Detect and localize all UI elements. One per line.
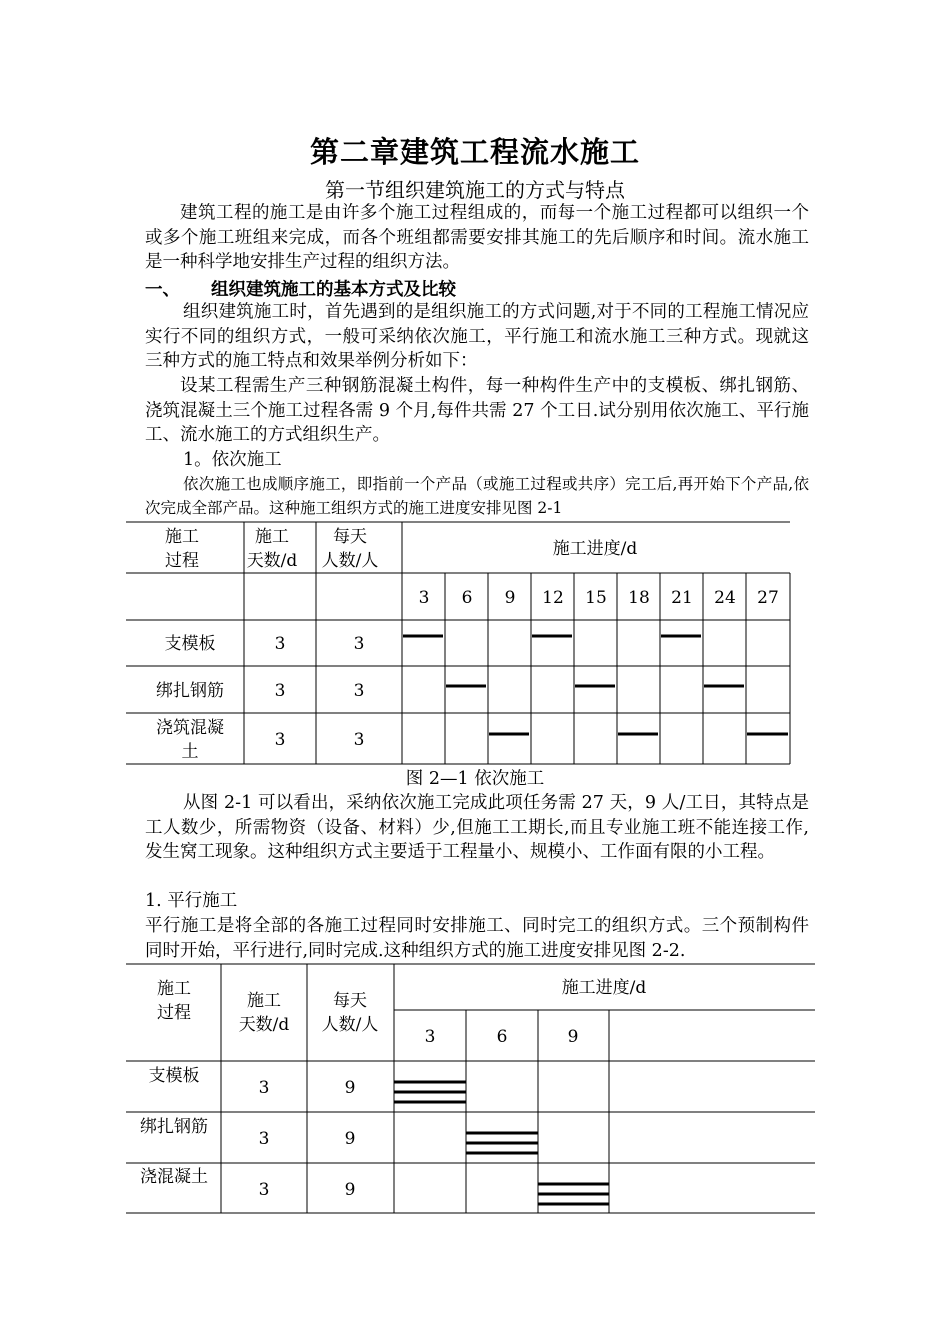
t2-header-process-l2: 过程	[157, 1003, 191, 1023]
section-title: 第一节组织建筑施工的方式与特点	[325, 178, 625, 202]
t1-row-days: 3	[274, 681, 286, 701]
t1-header-workers-l1: 每天	[333, 527, 367, 547]
t2-row-name: 浇混凝土	[140, 1167, 208, 1187]
t2-row-name: 支模板	[148, 1066, 200, 1086]
paragraph-1: 组织建筑施工时，首先遇到的是组织施工的方式问题,对于不同的工程施工情况应实行不同的组织方式，一般可采纳依次施工，平行施工和流水施工三种方式。现就这三种方式的施工特点和效果举例分析如下：	[145, 302, 809, 371]
t2-header-workers-l1: 每天	[333, 991, 367, 1011]
chapter-title: 第二章建筑工程流水施工	[309, 135, 640, 169]
t1-header-progress: 施工进度/d	[552, 539, 638, 559]
t1-header-days-l1: 施工	[255, 527, 289, 547]
t1-tick: 12	[542, 588, 564, 608]
paragraph-2: 设某工程需生产三种钢筋混凝土构件，每一种构件生产中的支模板、绑扎钢筋、浇筑混凝土三个施工过程各需 9 个月,每件共需 27 个工日.试分别用依次施工、平行施工、流水施工的方式组织生产。	[145, 376, 809, 445]
figure-caption-2-1: 图 2—1 依次施工	[405, 769, 545, 789]
t1-row-workers: 3	[353, 634, 365, 654]
paragraph-4: 平行施工是将全部的各施工过程同时安排施工、同时完工的组织方式。三个预制构件同时开始，平行进行,同时完成.这种组织方式的施工进度安排见图 2-2.	[145, 916, 809, 961]
t2-tick: 3	[424, 1027, 436, 1047]
t2-row-days: 3	[258, 1078, 270, 1098]
heading-1-number: 一、	[145, 280, 180, 300]
t2-tick: 9	[567, 1027, 579, 1047]
t2-row-workers: 9	[344, 1078, 356, 1098]
t2-header-days-l2: 天数/d	[238, 1015, 290, 1035]
t2-row-workers: 9	[344, 1129, 356, 1149]
t2-row-days: 3	[258, 1180, 270, 1200]
t1-tick: 18	[628, 588, 650, 608]
paragraph-3: 从图 2-1 可以看出，采纳依次施工完成此项任务需 27 天，9 人/工日，其特点是工人数少，所需物资（设备、材料）少,但施工工期长,而且专业施工班不能连接工作,发生窝工现象。这种组织方式主要适于工程量小、规模小、工作面有限的小工程。	[145, 793, 809, 862]
t1-header-days-l2: 天数/d	[246, 551, 298, 571]
t2-row-name: 绑扎钢筋	[140, 1117, 208, 1137]
t1-tick: 3	[418, 588, 430, 608]
t1-tick: 24	[714, 588, 736, 608]
t2-header-progress: 施工进度/d	[561, 978, 647, 998]
t1-tick: 15	[585, 588, 607, 608]
t2-header-workers-l2: 人数/人	[321, 1015, 379, 1035]
t1-row-name: 浇筑混凝	[156, 718, 224, 738]
subheading-sequential: 1。依次施工	[183, 450, 282, 470]
t1-tick: 9	[504, 588, 516, 608]
t1-header-process-l1: 施工	[165, 527, 199, 547]
t1-header-workers-l2: 人数/人	[321, 551, 379, 571]
t1-row-name: 绑扎钢筋	[156, 681, 224, 701]
t1-row-days: 3	[274, 730, 286, 750]
t1-header-process-l2: 过程	[165, 551, 199, 571]
t1-row-name: 支模板	[164, 634, 216, 654]
intro-paragraph: 建筑工程的施工是由许多个施工过程组成的，而每一个施工过程都可以组织一个或多个施工班组来完成，而各个班组都需要安排其施工的先后顺序和时间。流水施工是一种科学地安排生产过程的组织方法。	[145, 203, 809, 272]
t2-row-days: 3	[258, 1129, 270, 1149]
t1-tick: 6	[461, 588, 473, 608]
t1-row-workers: 3	[353, 730, 365, 750]
t1-row-days: 3	[274, 634, 286, 654]
t2-header-days-l1: 施工	[247, 991, 281, 1011]
t1-row-workers: 3	[353, 681, 365, 701]
t1-tick: 21	[671, 588, 693, 608]
t1-tick: 27	[757, 588, 779, 608]
heading-1-text: 组织建筑施工的基本方式及比较	[211, 280, 456, 300]
sequential-description: 依次施工也成顺序施工，即指前一个产品（或施工过程或共序）完工后,再开始下个产品,依次完成全部产品。这种施工组织方式的施工进度安排见图 2-1	[145, 475, 809, 517]
t2-row-workers: 9	[344, 1180, 356, 1200]
subheading-parallel: 1. 平行施工	[145, 891, 238, 911]
t2-header-process-l1: 施工	[157, 979, 191, 999]
t2-tick: 6	[496, 1027, 508, 1047]
t1-row-name-line2: 土	[181, 742, 199, 762]
